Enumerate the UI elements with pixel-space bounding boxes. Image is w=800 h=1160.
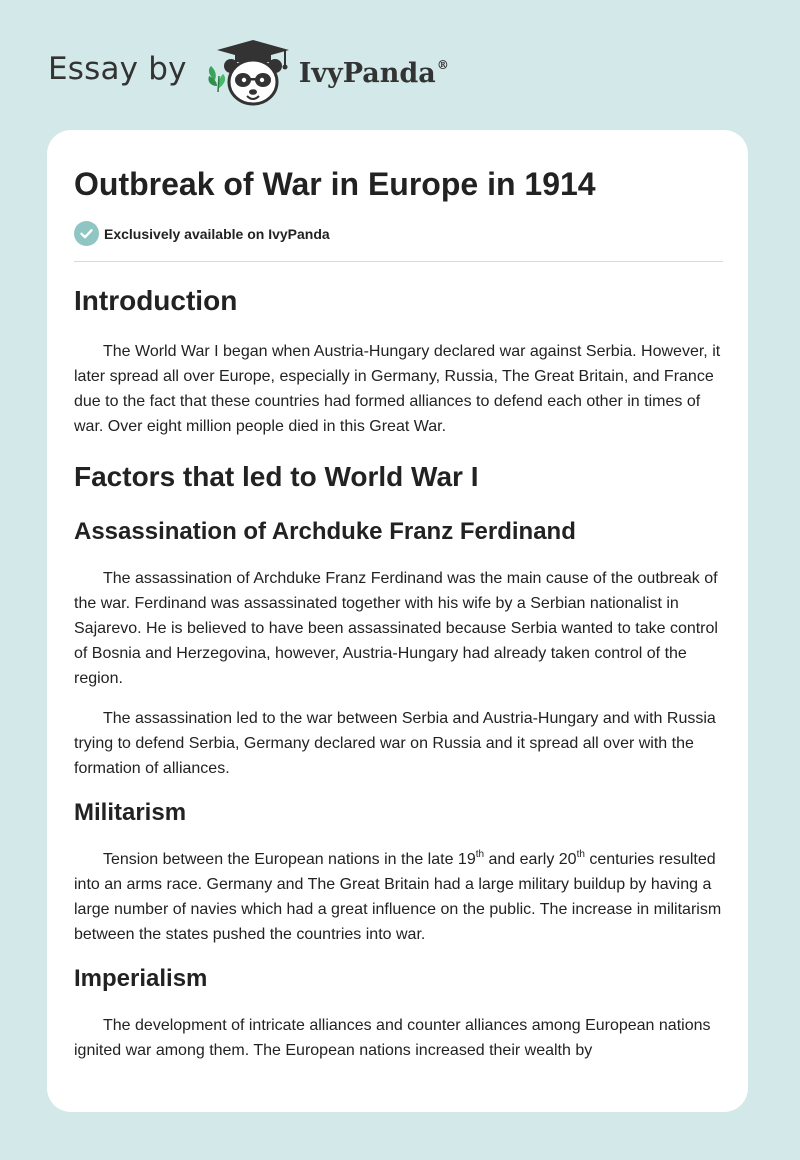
panda-graduate-icon (201, 36, 297, 108)
intro-heading: Introduction (74, 285, 238, 316)
article-body (74, 283, 723, 1063)
militarism-heading: Militarism (74, 799, 187, 826)
divider (74, 261, 723, 262)
brand-prefix: Essay by (48, 51, 187, 87)
imperialism-heading: Imperialism (74, 965, 208, 992)
assassination-heading: Assassination of Archduke Franz Ferdinand (74, 518, 576, 545)
assassination-paragraph-1: The assassination of Archduke Franz Ferdinand was the main cause of the outbreak of the war. Ferdinand was assassinated together with his wife by a Serbian nationalist in Sajarevo. He is believed to have been assassinated because Serbia wanted to take control of Bosnia and Herzegovina, however, Austria-Hungary had already taken control of the region. (74, 570, 718, 687)
exclusive-badge-text: Exclusively available on IvyPanda (104, 225, 330, 242)
brand-name: IvyPanda® (298, 57, 449, 89)
check-circle-icon (74, 221, 99, 246)
imperialism-paragraph: The development of intricate alliances and counter alliances among European nations ignited war among them. The European nations increased their wealth by (74, 1017, 711, 1059)
assassination-paragraph-2: The assassination led to the war between Serbia and Austria-Hungary and with Russia trying to defend Serbia, Germany declared war on Russia and it spread all over with the formation of alliances. (74, 710, 716, 777)
brand-header[interactable] (48, 36, 449, 108)
registered-mark: ® (436, 57, 449, 72)
factors-heading: Factors that led to World War I (74, 461, 479, 492)
militarism-paragraph: Tension between the European nations in the late 19th and early 20th centuries resulted into an arms race. Germany and The Great Britain had a large military buildup by having a large number of navies which had a great influence on the public. The increase in militarism between the states pushed the countries into war. (74, 849, 722, 943)
exclusive-badge (74, 221, 330, 246)
intro-paragraph: The World War I began when Austria-Hungary declared war against Serbia. However, it later spread all over Europe, especially in Germany, Russia, The Great Britain, and France due to the fact that these countries had formed alliances to defend each other in times of war. Over eight million people died in this Great War. (74, 343, 721, 435)
page-title: Outbreak of War in Europe in 1914 (74, 166, 596, 202)
essay-card (47, 130, 748, 1112)
